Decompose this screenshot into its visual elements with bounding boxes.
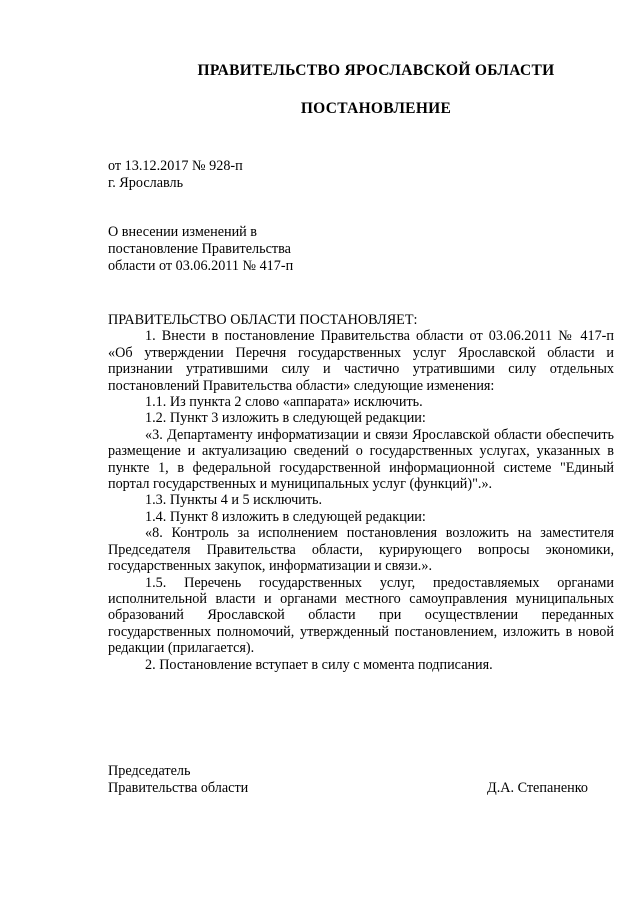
document-date-number: от 13.12.2017 № 928-п bbox=[108, 158, 243, 174]
paragraph-1-5: 1.5. Перечень государственных услуг, предоставляемых органами исполнительной власти и органами местного самоуправления муниципальных образований Ярославской области при осуществлении переданных государственных полномочий, утвержденный постановлением, изложить в новой редакции (прилагается). bbox=[108, 574, 614, 657]
resolution-intro: ПРАВИТЕЛЬСТВО ОБЛАСТИ ПОСТАНОВЛЯЕТ: bbox=[108, 312, 418, 328]
paragraph-1-4: 1.4. Пункт 8 изложить в следующей редакции: bbox=[145, 508, 426, 525]
document-body bbox=[108, 312, 614, 673]
signatory-title-line-2: Правительства области bbox=[108, 779, 249, 796]
paragraph-2: 2. Постановление вступает в силу с момента подписания. bbox=[145, 656, 493, 673]
document-type-title: ПОСТАНОВЛЕНИЕ bbox=[300, 100, 452, 117]
paragraph-1-3: 1.3. Пункты 4 и 5 исключить. bbox=[145, 492, 323, 509]
paragraph-1-2: 1.2. Пункт 3 изложить в следующей редакции: bbox=[145, 410, 426, 427]
paragraph-1-1: 1.1. Из пункта 2 слово «аппарата» исключить. bbox=[145, 394, 423, 411]
paragraph-1-2-text: «3. Департаменту информатизации и связи Ярославской области обеспечить размещение и актуализацию сведений о государственных услугах, указанных в пункте 1, в федеральной государственной информационной системе "Единый портал государственных и муниципальных услуг (функций)".». bbox=[108, 426, 614, 493]
signatory-name: Д.А. Степаненко bbox=[487, 780, 588, 796]
subject-line-2: постановление Правительства bbox=[108, 241, 291, 257]
paragraph-1: 1. Внести в постановление Правительства области от 03.06.2011 № 417-п «Об утверждении Перечня государственных услуг Ярославской области и признании утратившими силу и частично утратившими силу отдельных постановлений Правительства области» следующие изменения: bbox=[108, 328, 614, 394]
paragraph-1-4-text: «8. Контроль за исполнением постановления возложить на заместителя Председателя Правительства области, курирующего вопросы экономики, государственных закупок, информатизации и связи.». bbox=[108, 525, 614, 575]
signatory-title bbox=[108, 763, 248, 796]
signatory-title-line-1: Председатель bbox=[108, 763, 191, 779]
document-city: г. Ярославль bbox=[108, 175, 184, 191]
organization-title: ПРАВИТЕЛЬСТВО ЯРОСЛАВСКОЙ ОБЛАСТИ bbox=[197, 62, 555, 79]
subject-line-3: области от 03.06.2011 № 417-п bbox=[108, 258, 294, 274]
subject-line-1: О внесении изменений в bbox=[108, 224, 258, 240]
